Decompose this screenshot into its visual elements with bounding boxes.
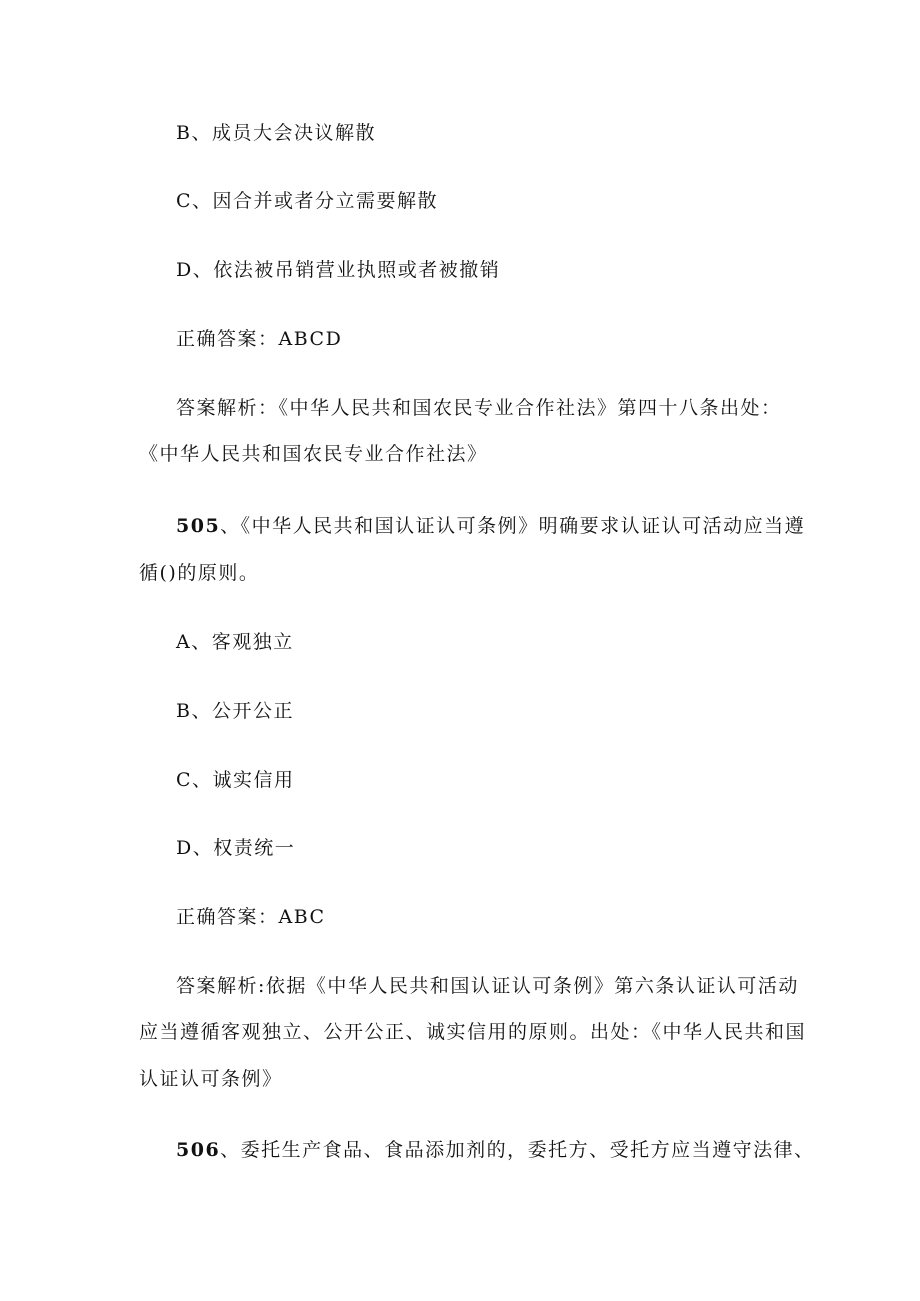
q504-answer: 正确答案：ABCD [176, 328, 343, 350]
q505-number: 505 [176, 515, 221, 537]
q505-answer: 正确答案：ABC [176, 906, 326, 928]
q505-analysis-line2: 应当遵循客观独立、公开公正、诚实信用的原则。出处：《中华人民共和国 [139, 1021, 807, 1043]
q505-stem-line1 [176, 514, 805, 538]
q505-option-d: D、权责统一 [176, 837, 296, 859]
q504-analysis-line2: 《中华人民共和国农民专业合作社法》 [139, 443, 488, 465]
q505-option-c: C、诚实信用 [176, 769, 295, 791]
q505-stem-text: 、《中华人民共和国认证认可条例》明确要求认证认可活动应当遵 [220, 515, 806, 537]
q504-option-b: B、成员大会决议解散 [176, 122, 376, 144]
q505-stem-line2: 循()的原则。 [139, 562, 260, 584]
q505-option-b: B、公开公正 [176, 700, 294, 722]
q504-analysis-line1: 答案解析：《中华人民共和国农民专业合作社法》第四十八条出处： [176, 397, 782, 419]
q504-option-c: C、因合并或者分立需要解散 [176, 190, 439, 212]
q505-option-a: A、客观独立 [176, 631, 294, 653]
q505-analysis-line3: 认证认可条例》 [139, 1068, 283, 1090]
q506-number: 506 [176, 1139, 221, 1161]
q505-analysis-line1: 答案解析:依据《中华人民共和国认证认可条例》第六条认证认可活动 [176, 975, 799, 997]
q504-option-d: D、依法被吊销营业执照或者被撤销 [176, 259, 501, 281]
q506-stem-line1 [176, 1138, 815, 1162]
q506-stem-text: 、委托生产食品、食品添加剂的，委托方、受托方应当遵守法律、 [220, 1139, 815, 1161]
